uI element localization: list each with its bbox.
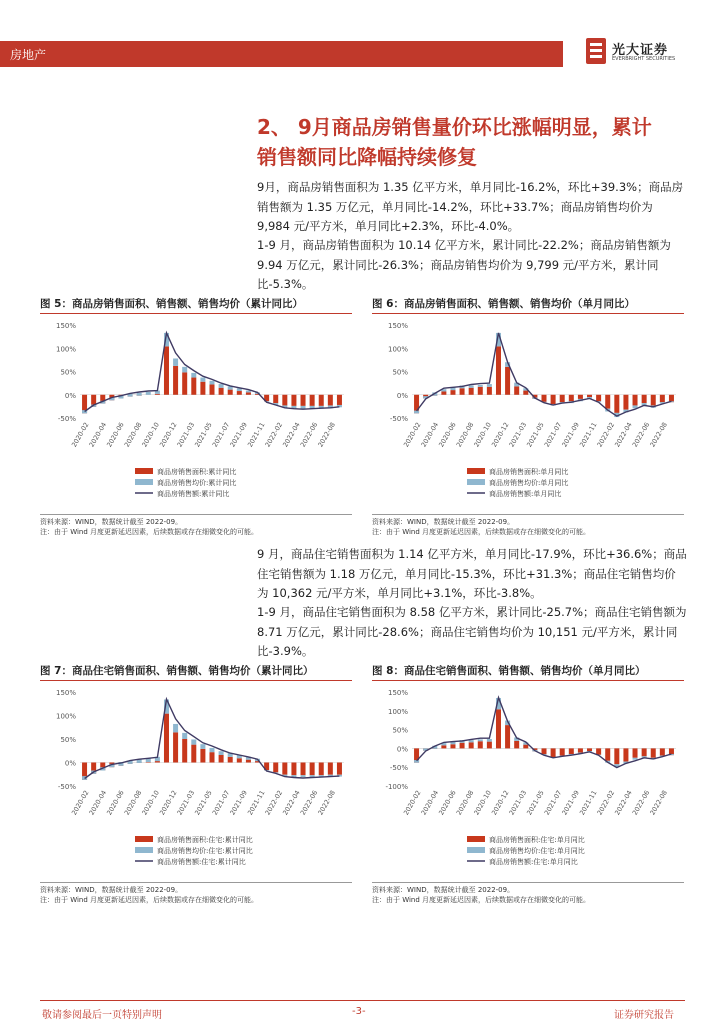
x-tick-label: 2021-11 xyxy=(578,789,599,817)
bar-area xyxy=(560,395,565,402)
bar-area xyxy=(337,763,342,775)
x-tick-label: 2020-10 xyxy=(472,421,493,449)
bar-area xyxy=(523,391,528,395)
x-tick-label: 2021-07 xyxy=(210,789,232,817)
bar-price xyxy=(301,775,306,777)
x-tick-label: 2020-08 xyxy=(122,789,144,817)
figure-7-chart xyxy=(40,682,352,878)
x-tick-label: 2021-07 xyxy=(542,789,564,817)
bar-area xyxy=(623,395,628,410)
bar-price xyxy=(478,739,483,741)
footer-report-type: 证券研究报告 xyxy=(614,1010,674,1021)
x-tick-label: 2020-06 xyxy=(437,789,458,817)
x-tick-label: 2020-04 xyxy=(419,789,441,817)
note-line: 注：由于 Wind 月度更新延迟因素，后续数据或存在细微变化的可能。 xyxy=(40,896,259,904)
bar-area xyxy=(273,763,278,773)
bar-price xyxy=(469,740,474,742)
logo-mark-icon xyxy=(586,38,606,64)
legend-label: 商品房销售额:累计同比 xyxy=(157,490,230,498)
bar-area xyxy=(182,372,187,394)
figure-5-chart xyxy=(40,315,352,510)
figure-7-source xyxy=(40,882,352,905)
bar-area xyxy=(642,748,647,756)
bar-price xyxy=(209,381,214,385)
bar-price xyxy=(487,739,492,742)
legend-label: 商品房销售均价:住宅:累计同比 xyxy=(157,847,253,855)
bar-price xyxy=(414,411,419,414)
legend-label: 商品房销售均价:单月同比 xyxy=(489,479,569,487)
y-tick-label: 150% xyxy=(387,689,408,697)
bar-price xyxy=(200,378,205,382)
legend-swatch xyxy=(135,847,153,853)
bar-area xyxy=(523,745,528,749)
y-tick-label: 150% xyxy=(55,689,76,697)
x-tick-label: 2021-05 xyxy=(193,421,214,449)
bar-area xyxy=(282,763,287,775)
x-tick-label: 2020-02 xyxy=(70,789,91,817)
figure-8-title: 图 8：商品住宅销售面积、销售额、销售均价（单月同比） xyxy=(372,663,684,681)
bar-area xyxy=(182,739,187,763)
x-tick-label: 2022-04 xyxy=(281,789,302,817)
x-tick-label: 2020-02 xyxy=(402,421,423,449)
figure-6-title: 图 6：商品房销售面积、销售额、销售均价（单月同比） xyxy=(372,296,684,314)
bar-price xyxy=(469,385,474,387)
legend-swatch xyxy=(135,468,153,474)
y-tick-label: -50% xyxy=(57,415,76,423)
bar-area xyxy=(487,387,492,395)
legend-label: 商品房销售面积:累计同比 xyxy=(157,468,237,476)
x-tick-label: 2020-08 xyxy=(454,421,476,449)
x-tick-label: 2022-08 xyxy=(648,421,669,449)
logo-name-en: EVERBRIGHT SECURITIES xyxy=(612,56,676,62)
bar-price xyxy=(191,739,196,744)
legend-label: 商品房销售面积:住宅:单月同比 xyxy=(489,836,585,844)
legend-swatch xyxy=(467,479,485,485)
bar-area xyxy=(291,763,296,776)
x-tick-label: 2021-03 xyxy=(507,421,529,449)
bar-area xyxy=(551,748,556,757)
bar-area xyxy=(469,742,474,748)
x-tick-label: 2022-06 xyxy=(298,789,320,817)
x-tick-label: 2020-06 xyxy=(105,421,126,449)
y-tick-label: 100% xyxy=(55,345,76,354)
bar-price xyxy=(182,733,187,739)
x-tick-label: 2022-06 xyxy=(298,421,320,449)
bar-area xyxy=(578,395,583,399)
figure-8-source xyxy=(372,882,684,905)
bar-area xyxy=(173,732,178,762)
x-tick-label: 2020-06 xyxy=(437,421,458,449)
section-header-bar xyxy=(0,41,563,67)
bar-area xyxy=(200,749,205,763)
x-tick-label: 2021-03 xyxy=(175,421,197,449)
bar-area xyxy=(319,395,324,406)
fig7-svg xyxy=(40,682,352,878)
page-number: -3- xyxy=(352,1006,366,1017)
bar-area xyxy=(633,395,638,406)
x-tick-label: 2022-02 xyxy=(263,789,285,817)
x-tick-label: 2021-09 xyxy=(560,789,581,817)
bar-area xyxy=(614,395,619,413)
bar-area xyxy=(505,367,510,395)
y-tick-label: 0% xyxy=(64,759,76,768)
x-tick-label: 2021-07 xyxy=(210,421,232,449)
x-tick-label: 2022-06 xyxy=(630,789,652,817)
source-line: 资料来源：WIND，数据统计截至 2022-09。 xyxy=(40,518,183,526)
x-tick-label: 2021-09 xyxy=(560,421,581,449)
note-line: 注：由于 Wind 月度更新延迟因素，后续数据或存在细微变化的可能。 xyxy=(40,528,259,536)
bar-price xyxy=(200,744,205,749)
legend-swatch xyxy=(135,836,153,842)
legend-label: 商品房销售额:单月同比 xyxy=(489,490,562,498)
y-tick-label: -50% xyxy=(389,764,408,773)
legend-label: 商品房销售面积:住宅:累计同比 xyxy=(157,836,253,844)
y-tick-label: 100% xyxy=(387,345,408,354)
bar-price xyxy=(173,358,178,365)
x-tick-label: 2020-10 xyxy=(472,789,493,817)
bar-area xyxy=(441,745,446,748)
x-tick-label: 2020-02 xyxy=(402,789,423,817)
x-tick-label: 2022-04 xyxy=(613,789,634,817)
bar-price xyxy=(146,392,151,395)
y-tick-label: 50% xyxy=(392,726,408,735)
x-tick-label: 2021-03 xyxy=(175,789,197,817)
x-tick-label: 2020-12 xyxy=(490,421,511,449)
bar-area xyxy=(460,743,465,749)
bar-area xyxy=(228,390,233,395)
x-tick-label: 2022-08 xyxy=(648,789,669,817)
x-tick-label: 2020-06 xyxy=(105,789,126,817)
footer-divider xyxy=(40,1000,685,1001)
bar-area xyxy=(669,395,674,402)
bar-area xyxy=(651,748,656,757)
note-line: 注：由于 Wind 月度更新延迟因素，后续数据或存在细微变化的可能。 xyxy=(372,528,591,536)
bar-area xyxy=(246,392,251,394)
bar-area xyxy=(614,748,619,764)
x-tick-label: 2021-11 xyxy=(578,421,599,449)
bar-price xyxy=(478,385,483,387)
heading-line-1: 2、 9月商品房销售量价环比涨幅明显，累计 xyxy=(257,115,652,139)
figure-7-title: 图 7：商品住宅销售面积、销售额、销售均价（累计同比） xyxy=(40,663,352,681)
bar-area xyxy=(310,763,315,776)
x-tick-label: 2020-08 xyxy=(122,421,144,449)
figure-5-title: 图 5：商品房销售面积、销售额、销售均价（累计同比） xyxy=(40,296,352,314)
y-tick-label: 0% xyxy=(64,391,76,400)
bar-area xyxy=(191,745,196,763)
legend-swatch xyxy=(467,468,485,474)
bar-area xyxy=(642,395,647,403)
bar-area xyxy=(660,748,665,755)
fig8-svg xyxy=(372,682,684,878)
bar-area xyxy=(301,395,306,406)
bar-area xyxy=(301,763,306,776)
x-tick-label: 2022-08 xyxy=(316,421,337,449)
bar-area xyxy=(328,763,333,775)
bar-price xyxy=(191,373,196,378)
y-tick-label: 50% xyxy=(392,368,408,377)
x-tick-label: 2021-05 xyxy=(193,789,214,817)
bar-area xyxy=(560,748,565,755)
bar-area xyxy=(605,395,610,409)
legend-swatch xyxy=(467,836,485,842)
legend-label: 商品房销售额:住宅:单月同比 xyxy=(489,858,578,866)
y-tick-label: 0% xyxy=(396,745,408,754)
bar-area xyxy=(450,390,455,395)
legend-label: 商品房销售均价:累计同比 xyxy=(157,479,237,487)
x-tick-label: 2020-04 xyxy=(419,421,441,449)
source-line: 资料来源：WIND，数据统计截至 2022-09。 xyxy=(372,518,515,526)
bar-area xyxy=(569,748,574,754)
fig6-svg xyxy=(372,315,684,510)
bar-area xyxy=(578,748,583,752)
bar-area xyxy=(319,763,324,776)
x-tick-label: 2020-12 xyxy=(158,421,179,449)
bar-area xyxy=(310,395,315,406)
bar-area xyxy=(173,366,178,395)
figure-6-source xyxy=(372,514,684,537)
y-tick-label: 0% xyxy=(396,391,408,400)
bar-area xyxy=(551,395,556,404)
note-line: 注：由于 Wind 月度更新延迟因素，后续数据或存在细微变化的可能。 xyxy=(372,896,591,904)
bar-area xyxy=(237,758,242,762)
bar-area xyxy=(209,385,214,395)
bar-area xyxy=(605,748,610,760)
x-tick-label: 2020-12 xyxy=(490,789,511,817)
bar-area xyxy=(155,394,160,395)
x-tick-label: 2022-08 xyxy=(316,789,337,817)
bar-area xyxy=(487,742,492,749)
x-tick-label: 2021-05 xyxy=(525,421,546,449)
y-tick-label: 150% xyxy=(55,322,76,330)
bar-area xyxy=(246,760,251,763)
bar-area xyxy=(273,395,278,403)
y-tick-label: 100% xyxy=(387,707,408,716)
bar-area xyxy=(514,741,519,749)
x-tick-label: 2021-11 xyxy=(246,789,267,817)
bar-area xyxy=(237,391,242,395)
bar-area xyxy=(623,748,628,761)
bar-area xyxy=(496,709,501,748)
legend-swatch xyxy=(135,479,153,485)
bar-area xyxy=(450,744,455,748)
bar-price xyxy=(209,748,214,752)
y-tick-label: 50% xyxy=(60,736,76,744)
company-logo xyxy=(586,38,696,66)
x-tick-label: 2021-09 xyxy=(228,789,249,817)
y-tick-label: -100% xyxy=(385,783,408,791)
bar-price xyxy=(182,367,187,373)
bar-area xyxy=(155,761,160,762)
bar-area xyxy=(328,395,333,406)
bar-area xyxy=(228,757,233,763)
heading-line-2: 销售额同比降幅持续修复 xyxy=(257,145,477,169)
y-tick-label: 50% xyxy=(60,368,76,377)
section-heading xyxy=(257,112,697,172)
figure-8-chart xyxy=(372,682,684,878)
bar-area xyxy=(478,387,483,395)
bar-price xyxy=(173,724,178,732)
bar-price xyxy=(633,758,638,760)
bar-price xyxy=(219,384,224,388)
bar-area xyxy=(441,391,446,394)
paragraph-residential-monthly: 9 月，商品住宅销售面积为 1.14 亿平方米，单月同比-17.9%，环比+36.6%；商品住宅销售额为 1.18 万亿元，单月同比-15.3%，环比+31.3%；商品住宅销售均价为 10,362 元/平方米，单月同比+3.1%，环比-3.8%。 xyxy=(257,547,687,600)
bar-area xyxy=(460,388,465,395)
bar-area xyxy=(651,395,656,406)
source-line: 资料来源：WIND，数据统计截至 2022-09。 xyxy=(40,886,183,894)
x-tick-label: 2020-10 xyxy=(140,789,161,817)
bar-area xyxy=(514,386,519,394)
x-tick-label: 2021-03 xyxy=(507,789,529,817)
bar-price xyxy=(219,751,224,755)
bar-price xyxy=(137,393,142,396)
bar-area xyxy=(633,748,638,757)
x-tick-label: 2020-12 xyxy=(158,789,179,817)
bar-area xyxy=(596,395,601,402)
section-label: 房地产 xyxy=(10,48,47,62)
x-tick-label: 2022-04 xyxy=(281,421,302,449)
legend-swatch xyxy=(467,847,485,853)
bar-area xyxy=(219,755,224,763)
bar-area xyxy=(164,714,169,763)
x-tick-label: 2022-02 xyxy=(595,421,617,449)
x-tick-label: 2020-02 xyxy=(70,421,91,449)
bar-price xyxy=(487,384,492,387)
legend-label: 商品房销售均价:住宅:单月同比 xyxy=(489,847,585,855)
x-tick-label: 2022-04 xyxy=(613,421,634,449)
x-tick-label: 2022-02 xyxy=(263,421,285,449)
bar-area xyxy=(164,346,169,394)
paragraph-cumulative-sales: 1-9 月，商品房销售面积为 10.14 亿平方米，累计同比-22.2%；商品房销售额为 9.94 万亿元，累计同比-26.3%；商品房销售均价为 9,799 元/平方米，累计同比-5.3%。 xyxy=(257,238,671,291)
y-tick-label: -50% xyxy=(389,415,408,423)
logo-name-cn: 光大证券 xyxy=(612,43,669,58)
bar-area xyxy=(200,382,205,395)
bar-area xyxy=(191,378,196,395)
x-tick-label: 2020-10 xyxy=(140,421,161,449)
bar-area xyxy=(569,395,574,402)
x-tick-label: 2021-05 xyxy=(525,789,546,817)
y-tick-label: 150% xyxy=(387,322,408,330)
x-tick-label: 2020-08 xyxy=(454,789,476,817)
legend-label: 商品房销售面积:单月同比 xyxy=(489,468,569,476)
bar-area xyxy=(587,395,592,397)
bar-area xyxy=(219,388,224,395)
bar-area xyxy=(660,395,665,402)
paragraph-residential-cumulative: 1-9 月，商品住宅销售面积为 8.58 亿平方米，累计同比-25.7%；商品住宅销售额为 8.71 万亿元，累计同比-28.6%；商品住宅销售均价为 10,151 元/平方米，累计同比-3.9%。 xyxy=(257,605,687,658)
bar-area xyxy=(478,741,483,748)
bar-price xyxy=(301,406,306,409)
x-tick-label: 2021-09 xyxy=(228,421,249,449)
bar-area xyxy=(337,395,342,405)
paragraph-monthly-sales: 9月，商品房销售面积为 1.35 亿平方米，单月同比-16.2%，环比+39.3%；商品房销售额为 1.35 万亿元，单月同比-14.2%，环比+33.7%；商品房销售均价为 9,984 元/平方米，单月同比+2.3%，环比-4.0%。 xyxy=(257,180,684,233)
y-tick-label: 100% xyxy=(55,712,76,721)
bar-area xyxy=(469,388,474,395)
x-tick-label: 2022-06 xyxy=(630,421,652,449)
x-tick-label: 2021-11 xyxy=(246,421,267,449)
bar-area xyxy=(587,748,592,751)
footer-disclaimer: 敬请参阅最后一页特别声明 xyxy=(42,1010,162,1021)
fig5-svg xyxy=(40,315,352,510)
figure-5-source xyxy=(40,514,352,537)
figure-6-chart xyxy=(372,315,684,510)
x-tick-label: 2021-07 xyxy=(542,421,564,449)
bar-area xyxy=(496,346,501,394)
legend-label: 商品房销售额:住宅:累计同比 xyxy=(157,858,246,866)
x-tick-label: 2020-04 xyxy=(87,789,109,817)
bar-area xyxy=(291,395,296,406)
bar-area xyxy=(209,752,214,762)
y-tick-label: -50% xyxy=(57,783,76,791)
source-line: 资料来源：WIND，数据统计截至 2022-09。 xyxy=(372,886,515,894)
bar-area xyxy=(282,395,287,406)
x-tick-label: 2020-04 xyxy=(87,421,109,449)
bar-area xyxy=(505,725,510,748)
x-tick-label: 2022-02 xyxy=(595,789,617,817)
